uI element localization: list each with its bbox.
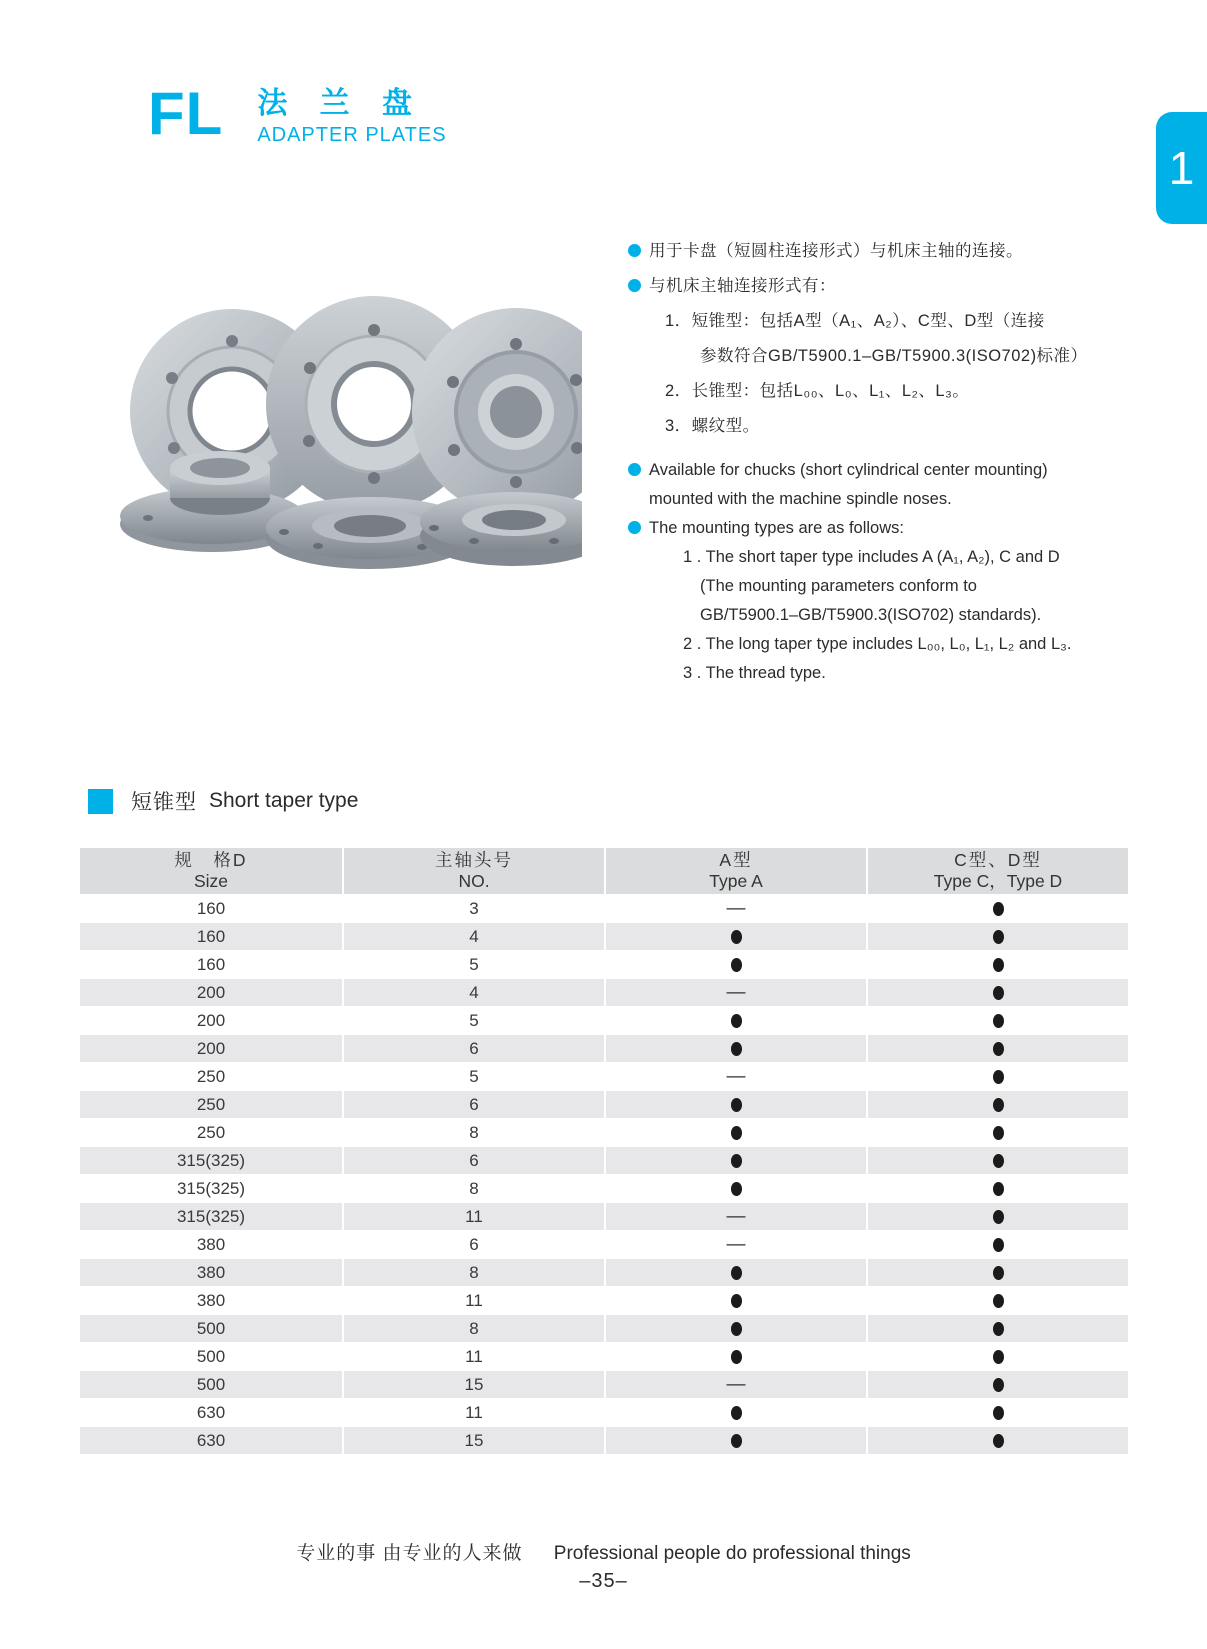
cell-size: 500: [80, 1314, 342, 1342]
intro-line-text: 2 . The long taper type includes L₀₀, L₀, L₁, L₂ and L₃.: [683, 635, 1072, 653]
intro-line-text: 1．短锥型：包括A型（A₁、A₂）、C型、D型（连接: [665, 312, 1045, 330]
table-row: [80, 894, 1128, 922]
table-body: [80, 894, 1128, 1454]
cell-no: 8: [342, 1118, 604, 1146]
cell-size: 160: [80, 922, 342, 950]
footer-slogan-en: Professional people do professional things: [553, 1543, 911, 1564]
table-row: [80, 922, 1128, 950]
table-row: [80, 1286, 1128, 1314]
cell-type-a: [604, 1426, 866, 1454]
availability-dash-icon: —: [726, 1065, 746, 1087]
cell-type-a: [604, 1398, 866, 1426]
cell-no: 11: [342, 1202, 604, 1230]
table-row: [80, 1342, 1128, 1370]
cell-type-cd: [866, 1426, 1128, 1454]
product-code: FL: [148, 80, 224, 147]
availability-dash-icon: —: [726, 981, 746, 1003]
intro-line-text: GB/T5900.1–GB/T5900.3(ISO702) standards).: [700, 606, 1042, 624]
intro-line: [628, 601, 1068, 630]
intro-line-text: 2．长锥型：包括L₀₀、L₀、L₁、L₂、L₃。: [665, 382, 970, 400]
section-marker-icon: [88, 789, 113, 814]
availability-dot-icon: [993, 1294, 1004, 1308]
intro-line-text: The mounting types are as follows:: [649, 519, 904, 537]
cell-type-a: [604, 1146, 866, 1174]
cell-size: 315(325): [80, 1202, 342, 1230]
page-number: –35–: [579, 1570, 628, 1592]
section-title-en: Short taper type: [209, 789, 359, 812]
availability-dot-icon: [993, 902, 1004, 916]
footer-slogan-cn: 专业的事 由专业的人来做: [296, 1543, 523, 1564]
table-row: [80, 1398, 1128, 1426]
availability-dot-icon: [731, 1266, 742, 1280]
table-row: [80, 1006, 1128, 1034]
column-header-cn: C型、D型: [954, 850, 1042, 870]
intro-line: [628, 514, 1068, 543]
column-header-cn: 规 格D: [174, 850, 248, 870]
cell-size: 250: [80, 1090, 342, 1118]
cell-size: 315(325): [80, 1174, 342, 1202]
availability-dot-icon: [731, 1182, 742, 1196]
cell-no: 15: [342, 1426, 604, 1454]
column-header-cn: 主轴头号: [435, 850, 513, 870]
cell-type-cd: [866, 1314, 1128, 1342]
availability-dot-icon: [993, 1042, 1004, 1056]
cell-type-cd: [866, 1006, 1128, 1034]
header-logo: [148, 80, 447, 147]
cell-size: 315(325): [80, 1146, 342, 1174]
bullet-icon: [628, 244, 641, 257]
cell-type-cd: [866, 1342, 1128, 1370]
availability-dash-icon: —: [726, 1233, 746, 1255]
cell-type-a: [604, 1006, 866, 1034]
availability-dash-icon: —: [726, 1373, 746, 1395]
cell-no: 5: [342, 950, 604, 978]
cell-no: 6: [342, 1230, 604, 1258]
column-header-en: Size: [193, 871, 229, 891]
intro-line: [628, 456, 1068, 485]
column-header-no: [342, 848, 604, 894]
table-row: [80, 1426, 1128, 1454]
chapter-tab: [1156, 112, 1207, 224]
availability-dot-icon: [993, 1378, 1004, 1392]
cell-size: 630: [80, 1426, 342, 1454]
product-title-cn: 法 兰 盘: [257, 87, 424, 120]
cell-size: 630: [80, 1398, 342, 1426]
cell-type-cd: [866, 950, 1128, 978]
bullet-icon: [628, 521, 641, 534]
product-title-en: ADAPTER PLATES: [257, 124, 447, 146]
cell-no: 11: [342, 1342, 604, 1370]
cell-type-cd: [866, 1118, 1128, 1146]
table-row: [80, 1146, 1128, 1174]
intro-line-text: 用于卡盘（短圆柱连接形式）与机床主轴的连接。: [649, 242, 1023, 260]
availability-dot-icon: [993, 1070, 1004, 1084]
table-row: [80, 1370, 1128, 1398]
flanges-illustration: [112, 286, 582, 574]
cell-no: 8: [342, 1174, 604, 1202]
availability-dot-icon: [993, 986, 1004, 1000]
availability-dash-icon: —: [726, 897, 746, 919]
intro-line: [628, 543, 1068, 572]
column-header-size: [80, 848, 342, 894]
cell-type-a: [604, 1090, 866, 1118]
cell-no: 3: [342, 894, 604, 922]
table-row: [80, 950, 1128, 978]
cell-type-a: [604, 894, 866, 922]
cell-size: 200: [80, 978, 342, 1006]
cell-size: 200: [80, 1034, 342, 1062]
availability-dot-icon: [731, 1126, 742, 1140]
availability-dot-icon: [993, 930, 1004, 944]
cell-size: 500: [80, 1370, 342, 1398]
cell-type-cd: [866, 1146, 1128, 1174]
availability-dot-icon: [993, 1098, 1004, 1112]
availability-dot-icon: [993, 1238, 1004, 1252]
bullet-icon: [628, 463, 641, 476]
intro-line: [628, 304, 1068, 339]
cell-no: 6: [342, 1034, 604, 1062]
cell-type-cd: [866, 978, 1128, 1006]
cell-type-cd: [866, 1202, 1128, 1230]
availability-dot-icon: [731, 1406, 742, 1420]
table-row: [80, 1314, 1128, 1342]
cell-type-cd: [866, 894, 1128, 922]
table-row: [80, 1062, 1128, 1090]
availability-dot-icon: [731, 1042, 742, 1056]
cell-no: 11: [342, 1286, 604, 1314]
table-row: [80, 1174, 1128, 1202]
intro-line-text: 3．螺纹型。: [665, 417, 760, 435]
availability-dot-icon: [731, 1322, 742, 1336]
intro-line-text: (The mounting parameters conform to: [700, 577, 977, 595]
cell-type-cd: [866, 1062, 1128, 1090]
availability-dot-icon: [993, 1406, 1004, 1420]
intro-line-text: Available for chucks (short cylindrical center mounting): [649, 461, 1048, 479]
intro-text-block: [628, 234, 1088, 688]
cell-type-a: [604, 1118, 866, 1146]
column-header-en: Type C，Type D: [933, 871, 1063, 891]
cell-type-cd: [866, 1258, 1128, 1286]
cell-type-a: [604, 1314, 866, 1342]
column-header-type-cd: [866, 848, 1128, 894]
short-taper-table: [80, 848, 1128, 1454]
cell-type-a: [604, 1174, 866, 1202]
availability-dot-icon: [731, 1434, 742, 1448]
cell-no: 4: [342, 978, 604, 1006]
cell-no: 8: [342, 1258, 604, 1286]
cell-size: 160: [80, 894, 342, 922]
cell-no: 4: [342, 922, 604, 950]
cell-size: 250: [80, 1118, 342, 1146]
cell-type-a: [604, 1230, 866, 1258]
table-row: [80, 978, 1128, 1006]
cell-type-a: [604, 1202, 866, 1230]
intro-line: [628, 572, 1068, 601]
cell-size: 200: [80, 1006, 342, 1034]
cell-type-cd: [866, 1034, 1128, 1062]
availability-dot-icon: [993, 1434, 1004, 1448]
cell-no: 6: [342, 1146, 604, 1174]
column-header-type-a: [604, 848, 866, 894]
availability-dot-icon: [993, 1350, 1004, 1364]
availability-dot-icon: [731, 1294, 742, 1308]
availability-dot-icon: [731, 1350, 742, 1364]
intro-line: [628, 234, 1068, 269]
table-row: [80, 1202, 1128, 1230]
cell-type-cd: [866, 1370, 1128, 1398]
product-titles: [257, 86, 446, 146]
intro-line: [628, 374, 1068, 409]
cell-type-a: [604, 1034, 866, 1062]
intro-line: [628, 659, 1068, 688]
cell-type-cd: [866, 922, 1128, 950]
cell-type-a: [604, 1342, 866, 1370]
cell-type-cd: [866, 1286, 1128, 1314]
cell-type-cd: [866, 1230, 1128, 1258]
cell-size: 160: [80, 950, 342, 978]
cell-type-cd: [866, 1090, 1128, 1118]
availability-dot-icon: [731, 1154, 742, 1168]
cell-size: 380: [80, 1258, 342, 1286]
availability-dot-icon: [993, 1266, 1004, 1280]
cell-size: 500: [80, 1342, 342, 1370]
intro-line: [628, 485, 1068, 514]
intro-line: [628, 339, 1088, 374]
availability-dot-icon: [993, 1154, 1004, 1168]
product-photo: [112, 286, 582, 574]
availability-dot-icon: [993, 1182, 1004, 1196]
cell-type-cd: [866, 1174, 1128, 1202]
cell-type-a: [604, 978, 866, 1006]
intro-line-text: mounted with the machine spindle noses.: [649, 490, 952, 508]
intro-line: [628, 630, 1072, 659]
availability-dot-icon: [993, 1014, 1004, 1028]
cell-size: 380: [80, 1230, 342, 1258]
table-header: [80, 848, 1128, 894]
availability-dot-icon: [731, 1098, 742, 1112]
table-row: [80, 1118, 1128, 1146]
cell-type-a: [604, 922, 866, 950]
cell-type-cd: [866, 1398, 1128, 1426]
intro-line: [628, 409, 1068, 444]
table-row: [80, 1090, 1128, 1118]
availability-dash-icon: —: [726, 1205, 746, 1227]
cell-size: 250: [80, 1062, 342, 1090]
availability-dot-icon: [731, 930, 742, 944]
intro-line-text: 3 . The thread type.: [683, 664, 826, 682]
table-row: [80, 1258, 1128, 1286]
availability-dot-icon: [731, 1014, 742, 1028]
section-heading: [88, 786, 358, 816]
availability-dot-icon: [993, 1126, 1004, 1140]
availability-dot-icon: [993, 1210, 1004, 1224]
column-header-en: NO.: [458, 871, 490, 891]
chapter-number: 1: [1168, 142, 1195, 194]
cell-no: 5: [342, 1006, 604, 1034]
cell-type-a: [604, 1258, 866, 1286]
availability-dot-icon: [993, 1322, 1004, 1336]
cell-no: 5: [342, 1062, 604, 1090]
bullet-icon: [628, 279, 641, 292]
table-row: [80, 1230, 1128, 1258]
cell-size: 380: [80, 1286, 342, 1314]
intro-line-text: 参数符合GB/T5900.1–GB/T5900.3(ISO702)标准）: [700, 347, 1088, 365]
cell-no: 8: [342, 1314, 604, 1342]
footer-slogan: [0, 1538, 1207, 1565]
cell-no: 15: [342, 1370, 604, 1398]
column-header-cn: A型: [719, 850, 753, 870]
availability-dot-icon: [993, 958, 1004, 972]
cell-type-a: [604, 1062, 866, 1090]
cell-no: 11: [342, 1398, 604, 1426]
table-row: [80, 1034, 1128, 1062]
intro-list-en: [628, 456, 1072, 688]
column-header-en: Type A: [709, 871, 763, 891]
section-title-cn: 短锥型: [131, 791, 197, 814]
cell-no: 6: [342, 1090, 604, 1118]
cell-type-a: [604, 1286, 866, 1314]
intro-line-text: 1 . The short taper type includes A (A₁, A₂), C and D: [683, 548, 1060, 566]
availability-dot-icon: [731, 958, 742, 972]
cell-type-a: [604, 950, 866, 978]
intro-line: [628, 269, 1068, 304]
intro-list-cn: [628, 234, 1088, 444]
intro-line-text: 与机床主轴连接形式有：: [649, 277, 836, 295]
cell-type-a: [604, 1370, 866, 1398]
